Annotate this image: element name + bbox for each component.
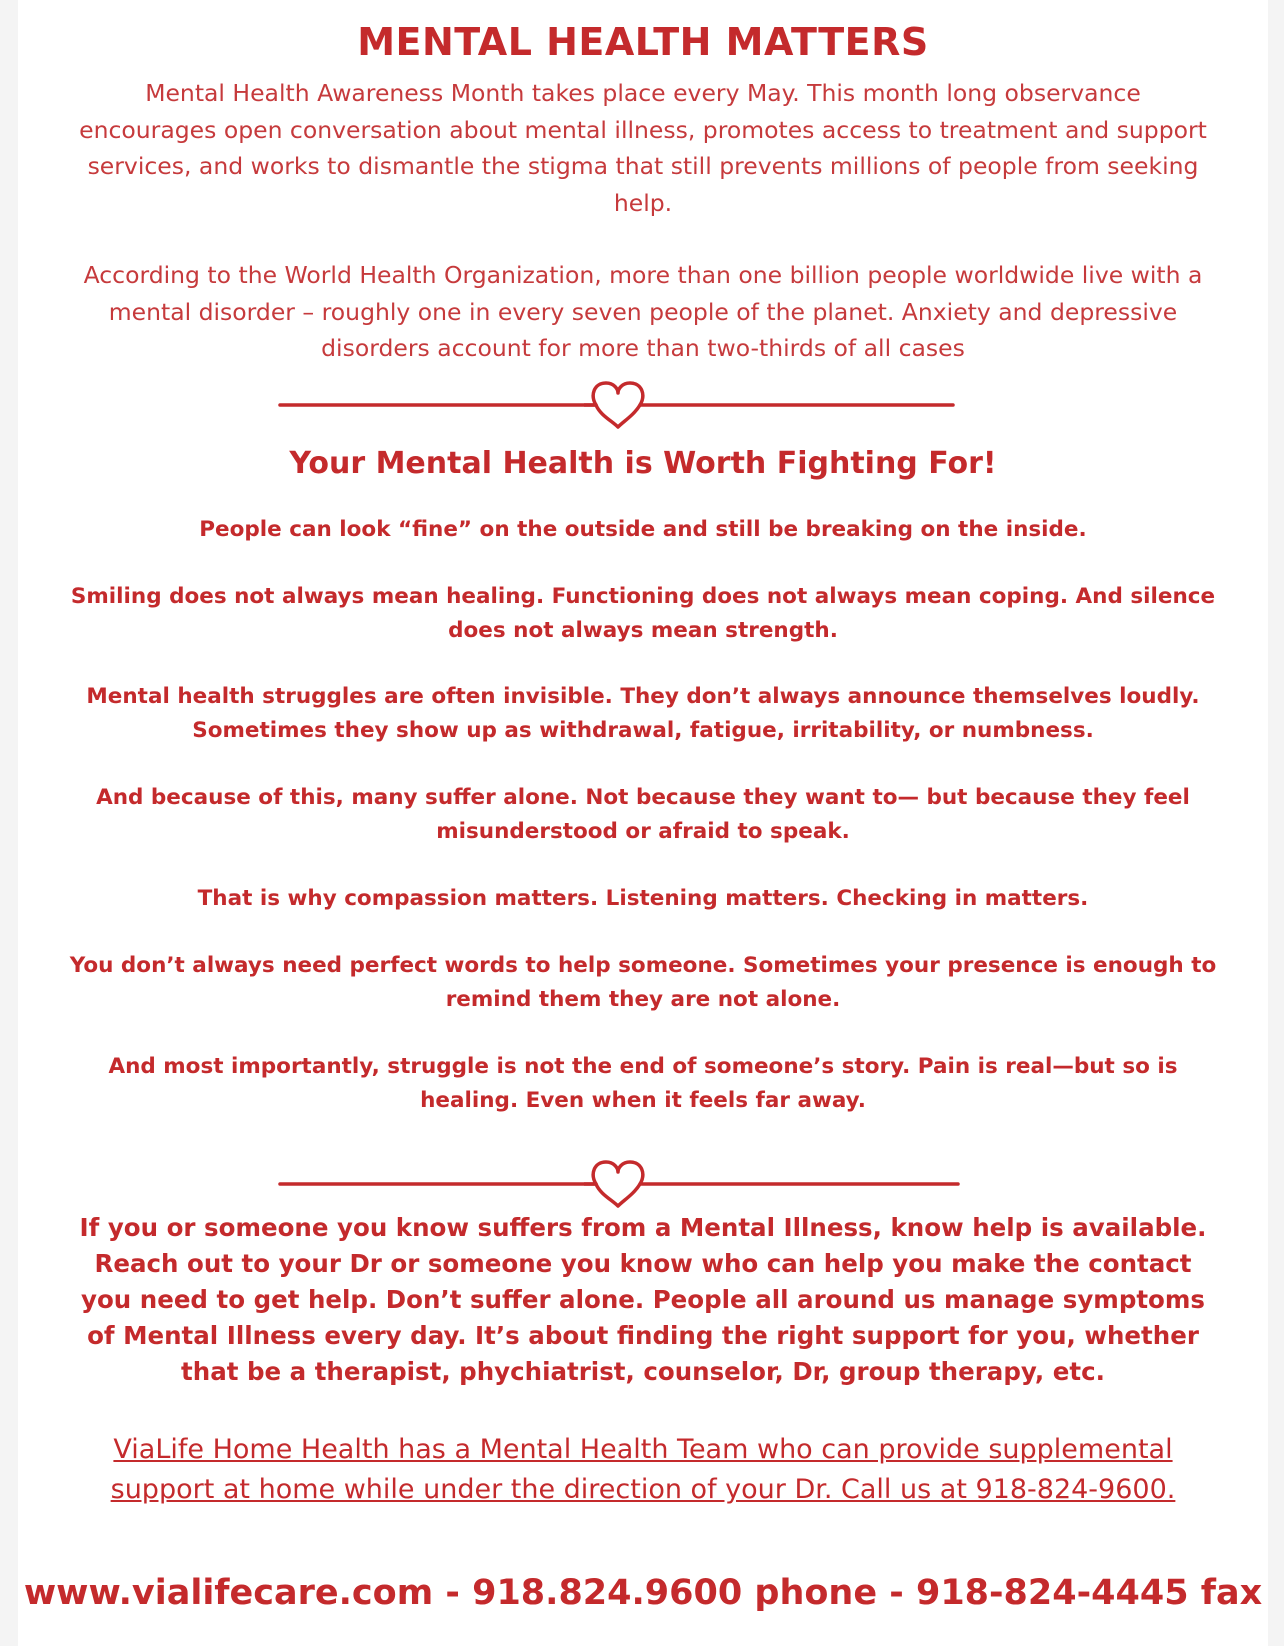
page-title: MENTAL HEALTH MATTERS: [357, 20, 929, 64]
flyer-page: [18, 0, 1268, 1646]
heart-icon: [584, 383, 643, 427]
body-paragraph: And most importantly, struggle is not the end of someone’s story. Pain is real—but so is healing. Even when it feels far away.: [108, 1054, 1178, 1113]
contact-footer: www.vialifecare.com - 918.824.9600 phone - 918-824-4445 fax: [23, 1573, 1263, 1613]
section-heading: Your Mental Health is Worth Fighting For!: [289, 446, 997, 481]
intro-paragraph-awareness-month: Mental Health Awareness Month takes place every May. This month long observance encourages open conversation about mental illness, promotes access to treatment and support services, and works to dismantle the stigma that still prevents millions of people from seeking help.: [79, 79, 1207, 217]
heart-divider: [18, 375, 1268, 435]
body-paragraph: You don’t always need perfect words to help someone. Sometimes your presence is enough to remind them they are not alone.: [69, 953, 1217, 1012]
body-paragraph: Mental health struggles are often invisible. They don’t always announce themselves loudly. Sometimes they show up as withdrawal, fatigue, irritability, or numbness.: [86, 684, 1200, 743]
heart-divider: [18, 1150, 1268, 1210]
help-available-paragraph: If you or someone you know suffers from a Mental Illness, know help is available. Reach out to your Dr or someone you know who can help you make the contact you need to get help. Don’t suffer alone. People all around us manage symptoms of Mental Illness every day. It’s about finding the right support for you, whether that be a therapist, phychiatrist, counselor, Dr, group therapy, etc.: [79, 1213, 1207, 1386]
vialife-contact-link[interactable]: ViaLife Home Health has a Mental Health Team who can provide supplemental support at home while under the direction of your Dr. Call us at 918-824-9600.: [110, 1434, 1176, 1505]
body-paragraph: That is why compassion matters. Listening matters. Checking in matters.: [197, 886, 1089, 911]
intro-paragraph-who-statistic: According to the World Health Organization, more than one billion people worldwide live with a mental disorder – roughly one in every seven people of the planet. Anxiety and depressive disorders account for more than two-thirds of all cases: [83, 261, 1203, 362]
body-paragraph: And because of this, many suffer alone. Not because they want to— but because they feel misunderstood or afraid to speak.: [96, 785, 1190, 844]
body-paragraph: Smiling does not always mean healing. Functioning does not always mean coping. And silence does not always mean strength.: [70, 584, 1216, 643]
heart-icon: [584, 1162, 643, 1206]
body-paragraph: People can look “fine” on the outside and still be breaking on the inside.: [199, 517, 1087, 542]
